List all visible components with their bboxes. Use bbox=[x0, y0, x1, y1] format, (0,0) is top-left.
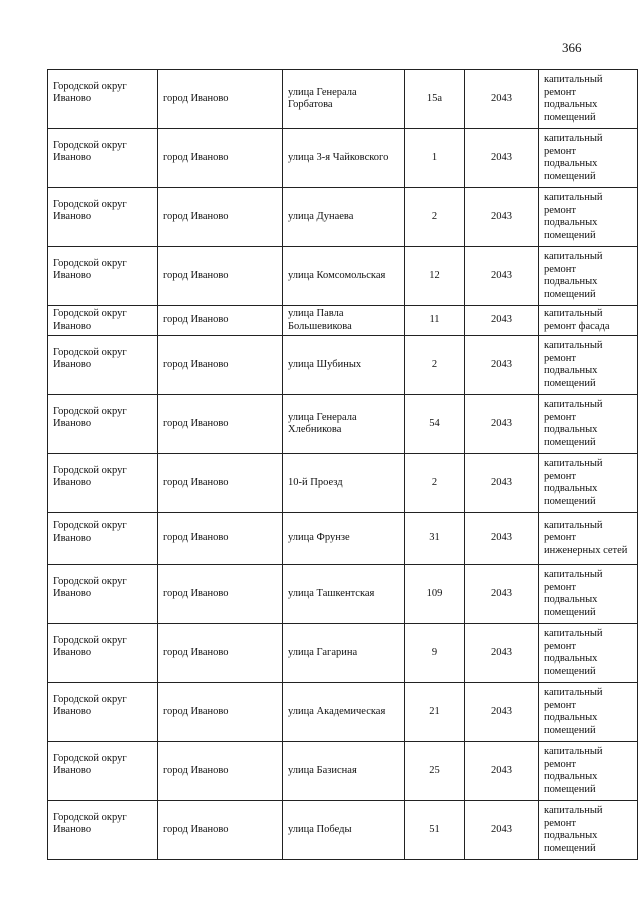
cell-gorod: город Иваново bbox=[158, 395, 283, 454]
cell-god: 2043 bbox=[465, 742, 539, 801]
table-row bbox=[48, 683, 638, 742]
cell-gorod: город Иваново bbox=[158, 683, 283, 742]
cell-god: 2043 bbox=[465, 565, 539, 624]
cell-gorod: город Иваново bbox=[158, 129, 283, 188]
cell-god: 2043 bbox=[465, 624, 539, 683]
cell-dom: 31 bbox=[405, 513, 465, 565]
cell-okrug: Городской округ Иваново bbox=[48, 565, 158, 624]
cell-ulica: улица Генерала Хлебникова bbox=[283, 395, 405, 454]
cell-dom: 11 bbox=[405, 306, 465, 336]
cell-ulica: улица Генерала Горбатова bbox=[283, 70, 405, 129]
table-row bbox=[48, 129, 638, 188]
cell-gorod: город Иваново bbox=[158, 336, 283, 395]
cell-vid: капитальный ремонт подвальных помещений bbox=[539, 336, 638, 395]
table-row bbox=[48, 336, 638, 395]
cell-okrug: Городской округ Иваново bbox=[48, 454, 158, 513]
cell-ulica: 10-й Проезд bbox=[283, 454, 405, 513]
cell-vid: капитальный ремонт подвальных помещений bbox=[539, 247, 638, 306]
cell-dom: 21 bbox=[405, 683, 465, 742]
table-row bbox=[48, 306, 638, 336]
cell-vid: капитальный ремонт фасада bbox=[539, 306, 638, 336]
cell-dom: 9 bbox=[405, 624, 465, 683]
cell-ulica: улица Комсомольская bbox=[283, 247, 405, 306]
cell-vid: капитальный ремонт подвальных помещений bbox=[539, 801, 638, 860]
cell-ulica: улица Фрунзе bbox=[283, 513, 405, 565]
cell-ulica: улица Победы bbox=[283, 801, 405, 860]
cell-okrug: Городской округ Иваново bbox=[48, 336, 158, 395]
table-row bbox=[48, 624, 638, 683]
cell-vid: капитальный ремонт подвальных помещений bbox=[539, 129, 638, 188]
cell-gorod: город Иваново bbox=[158, 742, 283, 801]
cell-ulica: улица Шубиных bbox=[283, 336, 405, 395]
cell-okrug: Городской округ Иваново bbox=[48, 395, 158, 454]
cell-god: 2043 bbox=[465, 306, 539, 336]
cell-ulica: улица Дунаева bbox=[283, 188, 405, 247]
cell-dom: 15а bbox=[405, 70, 465, 129]
cell-god: 2043 bbox=[465, 683, 539, 742]
table-row bbox=[48, 565, 638, 624]
cell-god: 2043 bbox=[465, 454, 539, 513]
cell-okrug: Городской округ Иваново bbox=[48, 624, 158, 683]
cell-gorod: город Иваново bbox=[158, 188, 283, 247]
cell-okrug: Городской округ Иваново bbox=[48, 513, 158, 565]
cell-god: 2043 bbox=[465, 129, 539, 188]
cell-ulica: улица Гагарина bbox=[283, 624, 405, 683]
cell-vid: капитальный ремонт подвальных помещений bbox=[539, 742, 638, 801]
table-row bbox=[48, 395, 638, 454]
table-row bbox=[48, 188, 638, 247]
cell-dom: 2 bbox=[405, 454, 465, 513]
cell-vid: капитальный ремонт подвальных помещений bbox=[539, 454, 638, 513]
table-row bbox=[48, 70, 638, 129]
cell-god: 2043 bbox=[465, 513, 539, 565]
cell-ulica: улица 3-я Чайковского bbox=[283, 129, 405, 188]
cell-god: 2043 bbox=[465, 247, 539, 306]
repair-schedule-table bbox=[47, 69, 638, 860]
cell-okrug: Городской округ Иваново bbox=[48, 306, 158, 336]
cell-vid: капитальный ремонт подвальных помещений bbox=[539, 188, 638, 247]
cell-dom: 25 bbox=[405, 742, 465, 801]
cell-dom: 54 bbox=[405, 395, 465, 454]
cell-vid: капитальный ремонт подвальных помещений bbox=[539, 624, 638, 683]
table-row bbox=[48, 454, 638, 513]
table-row bbox=[48, 742, 638, 801]
cell-vid: капитальный ремонт подвальных помещений bbox=[539, 565, 638, 624]
cell-dom: 51 bbox=[405, 801, 465, 860]
cell-okrug: Городской округ Иваново bbox=[48, 129, 158, 188]
cell-ulica: улица Базисная bbox=[283, 742, 405, 801]
cell-dom: 109 bbox=[405, 565, 465, 624]
cell-god: 2043 bbox=[465, 70, 539, 129]
cell-vid: капитальный ремонт подвальных помещений bbox=[539, 70, 638, 129]
cell-gorod: город Иваново bbox=[158, 306, 283, 336]
table-row bbox=[48, 513, 638, 565]
cell-god: 2043 bbox=[465, 801, 539, 860]
cell-dom: 2 bbox=[405, 336, 465, 395]
cell-gorod: город Иваново bbox=[158, 70, 283, 129]
cell-dom: 2 bbox=[405, 188, 465, 247]
cell-god: 2043 bbox=[465, 188, 539, 247]
cell-dom: 12 bbox=[405, 247, 465, 306]
cell-okrug: Городской округ Иваново bbox=[48, 247, 158, 306]
cell-god: 2043 bbox=[465, 395, 539, 454]
cell-okrug: Городской округ Иваново bbox=[48, 683, 158, 742]
cell-okrug: Городской округ Иваново bbox=[48, 742, 158, 801]
cell-ulica: улица Ташкентская bbox=[283, 565, 405, 624]
cell-vid: капитальный ремонт подвальных помещений bbox=[539, 395, 638, 454]
table-body bbox=[48, 70, 638, 860]
cell-gorod: город Иваново bbox=[158, 565, 283, 624]
cell-ulica: улица Павла Большевикова bbox=[283, 306, 405, 336]
cell-gorod: город Иваново bbox=[158, 624, 283, 683]
table-row bbox=[48, 247, 638, 306]
cell-gorod: город Иваново bbox=[158, 454, 283, 513]
table-row bbox=[48, 801, 638, 860]
cell-gorod: город Иваново bbox=[158, 801, 283, 860]
cell-okrug: Городской округ Иваново bbox=[48, 801, 158, 860]
page-number: 366 bbox=[562, 40, 582, 55]
cell-gorod: город Иваново bbox=[158, 513, 283, 565]
cell-okrug: Городской округ Иваново bbox=[48, 188, 158, 247]
cell-vid: капитальный ремонт подвальных помещений bbox=[539, 683, 638, 742]
cell-dom: 1 bbox=[405, 129, 465, 188]
cell-gorod: город Иваново bbox=[158, 247, 283, 306]
cell-okrug: Городской округ Иваново bbox=[48, 70, 158, 129]
cell-vid: капитальный ремонт инженерных сетей bbox=[539, 513, 638, 565]
cell-ulica: улица Академическая bbox=[283, 683, 405, 742]
cell-god: 2043 bbox=[465, 336, 539, 395]
